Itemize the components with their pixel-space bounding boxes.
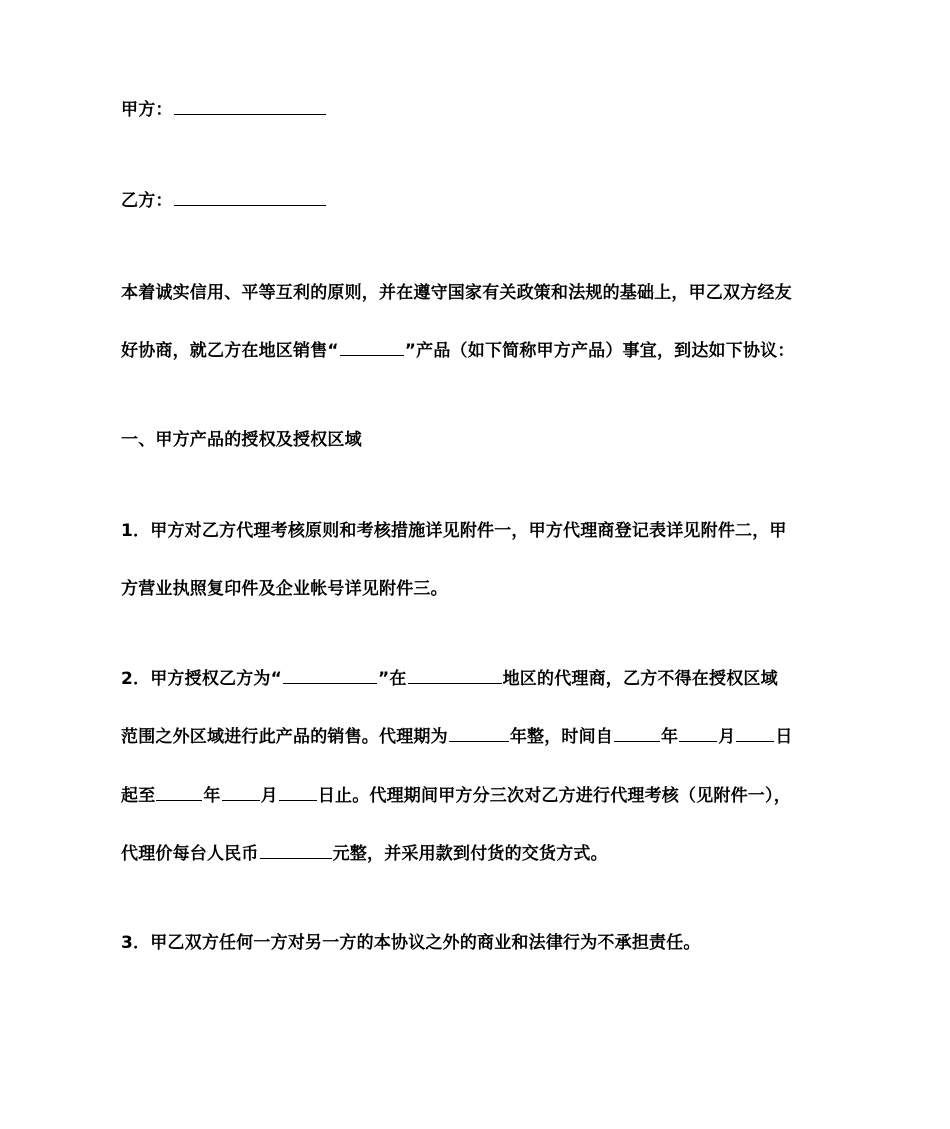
- clause-2-line-1: [121, 667, 778, 691]
- section-1-heading: 一、甲方产品的授权及授权区域: [121, 430, 362, 450]
- party-a-blank: [174, 98, 326, 115]
- clause-2-text: 年: [661, 727, 679, 747]
- price-blank: [260, 842, 332, 859]
- party-b-blank: [174, 189, 326, 206]
- clause-2-line-3: [121, 784, 791, 808]
- start-day-blank: [736, 725, 774, 742]
- agent-name-blank: [283, 667, 377, 684]
- party-b-line: [121, 189, 327, 213]
- start-month-blank: [679, 725, 717, 742]
- clause-2-line-2: [121, 725, 793, 749]
- clause-2-text: 年整，时间自: [509, 727, 614, 747]
- clause-2-text: ”在: [378, 669, 407, 689]
- product-name-blank: [340, 339, 404, 356]
- clause-2-text: 月: [718, 727, 736, 747]
- clause-2-text: 起至: [121, 786, 156, 806]
- clause-2-text: 地区的代理商，乙方不得在授权区域: [502, 669, 778, 689]
- clause-2-text: 范围之外区域进行此产品的销售。代理期为: [121, 727, 448, 747]
- party-b-label: 乙方：: [121, 191, 173, 211]
- end-year-blank: [156, 784, 202, 801]
- end-day-blank: [279, 784, 317, 801]
- term-years-blank: [449, 725, 509, 742]
- clause-2-text: 元整，并采用款到付货的交货方式。: [332, 844, 608, 864]
- clause-1-line-2: 方营业执照复印件及企业帐号详见附件三。: [121, 579, 448, 599]
- intro-line-2: [121, 339, 795, 363]
- region-blank: [408, 667, 502, 684]
- end-month-blank: [222, 784, 260, 801]
- party-a-line: [121, 98, 327, 122]
- intro-text-a: 好协商，就乙方在地区销售“: [121, 341, 339, 361]
- clause-2-line-4: [121, 842, 608, 866]
- party-a-label: 甲方：: [121, 100, 173, 120]
- clause-3-line-1: 3．甲乙双方任何一方对另一方的本协议之外的商业和法律行为不承担责任。: [121, 933, 701, 953]
- clause-2-text: 日止。代理期间甲方分三次对乙方进行代理考核（见附件一），: [317, 786, 791, 806]
- clause-2-text: 年: [203, 786, 221, 806]
- clause-2-text: 2．甲方授权乙方为“: [121, 669, 283, 689]
- intro-line-1: 本着诚实信用、平等互利的原则，并在遵守国家有关政策和法规的基础上，甲乙双方经友: [121, 283, 792, 303]
- clause-2-text: 月: [260, 786, 278, 806]
- intro-text-b: ”产品（如下简称甲方产品）事宜，到达如下协议：: [404, 341, 795, 361]
- clause-2-text: 日: [775, 727, 793, 747]
- clause-2-text: 代理价每台人民币: [121, 844, 259, 864]
- start-year-blank: [614, 725, 660, 742]
- clause-1-line-1: 1．甲方对乙方代理考核原则和考核措施详见附件一，甲方代理商登记表详见附件二，甲: [121, 521, 787, 541]
